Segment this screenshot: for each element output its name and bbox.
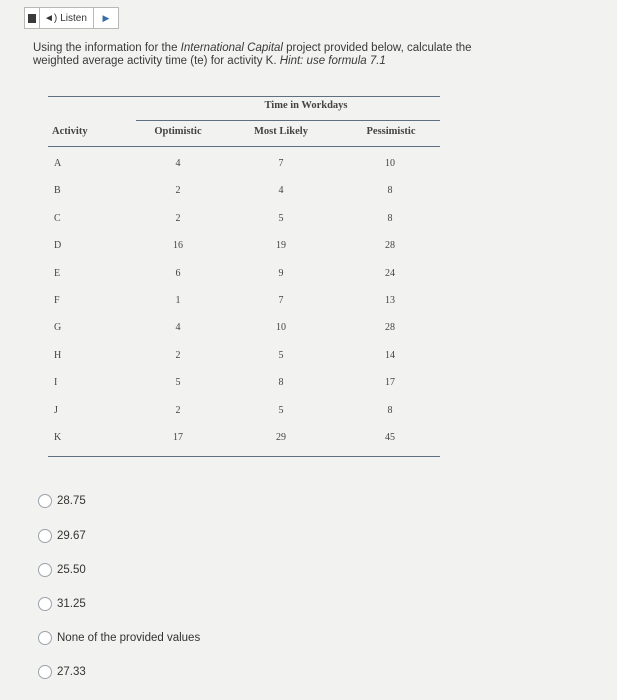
radio-button[interactable] [38, 631, 52, 645]
activity-cell: I [54, 377, 58, 389]
radio-button[interactable] [38, 563, 52, 577]
activity-cell: D [54, 240, 62, 252]
answer-option-label: 28.75 [57, 495, 86, 507]
answer-option-label: 25.50 [57, 564, 86, 576]
most-likely-cell: 5 [278, 404, 284, 416]
most-likely-cell: 7 [278, 295, 284, 306]
listen-toolbar [24, 7, 119, 29]
question-hint: Hint: use formula 7.1 [279, 55, 386, 67]
answer-option-label: 31.25 [57, 598, 86, 610]
column-header-activity: Activity [52, 126, 88, 137]
pessimistic-cell: 13 [385, 295, 395, 306]
most-likely-cell: 7 [278, 158, 284, 169]
optimistic-cell: 5 [175, 377, 181, 389]
table-bottom-rule [48, 456, 440, 457]
answer-option-label: 27.33 [57, 666, 86, 678]
optimistic-cell: 2 [175, 185, 181, 197]
most-likely-cell: 29 [276, 432, 286, 443]
optimistic-cell: 6 [175, 267, 181, 279]
play-icon[interactable]: ▶ [93, 8, 118, 28]
project-name: International Capital [180, 42, 283, 54]
listen-label: Listen [60, 12, 87, 24]
answer-option-label: 29.67 [57, 530, 86, 542]
activity-cell: H [54, 349, 62, 361]
pessimistic-cell: 8 [387, 404, 393, 416]
most-likely-cell: 5 [278, 349, 284, 361]
radio-button[interactable] [38, 494, 52, 508]
activity-cell: E [54, 267, 61, 279]
activity-cell: J [54, 404, 58, 416]
group-header-rule [136, 120, 440, 121]
header-bottom-rule [48, 146, 440, 147]
activity-cell: K [54, 432, 62, 443]
answer-option-2[interactable] [38, 529, 86, 543]
pessimistic-cell: 45 [385, 432, 395, 443]
most-likely-cell: 5 [278, 212, 284, 224]
answer-option-label: None of the provided values [57, 632, 201, 644]
optimistic-cell: 4 [175, 158, 181, 169]
optimistic-cell: 4 [175, 322, 181, 334]
most-likely-cell: 19 [276, 240, 286, 252]
pessimistic-cell: 8 [387, 212, 393, 224]
activity-cell: F [54, 295, 60, 306]
most-likely-cell: 9 [278, 267, 284, 279]
answer-option-1[interactable] [38, 494, 86, 508]
radio-button[interactable] [38, 529, 52, 543]
activity-cell: G [54, 322, 62, 334]
answer-option-4[interactable] [38, 597, 86, 611]
pessimistic-cell: 10 [385, 158, 395, 169]
activity-cell: B [54, 185, 61, 197]
speaker-icon: ◄) [44, 12, 58, 24]
optimistic-cell: 2 [175, 212, 181, 224]
listen-button[interactable] [40, 8, 93, 28]
question-text [33, 42, 503, 68]
pessimistic-cell: 17 [385, 377, 395, 389]
optimistic-cell: 17 [173, 432, 183, 443]
pessimistic-cell: 8 [387, 185, 393, 197]
menu-icon[interactable] [25, 8, 40, 28]
pessimistic-cell: 28 [385, 240, 395, 252]
optimistic-cell: 2 [175, 404, 181, 416]
radio-button[interactable] [38, 597, 52, 611]
column-header-most-likely: Most Likely [254, 126, 308, 137]
question-part-1: Using the information for the [33, 42, 181, 54]
answer-option-3[interactable] [38, 563, 86, 577]
optimistic-cell: 2 [175, 349, 181, 361]
most-likely-cell: 4 [278, 185, 284, 197]
activity-cell: A [54, 158, 62, 169]
table-top-rule [48, 96, 440, 97]
answer-option-5[interactable] [38, 631, 200, 645]
pessimistic-cell: 28 [385, 322, 395, 334]
most-likely-cell: 10 [276, 322, 286, 334]
optimistic-cell: 16 [173, 240, 183, 252]
group-header: Time in Workdays [264, 100, 348, 111]
column-header-optimistic: Optimistic [154, 126, 202, 137]
question-part-2: project provided below, calculate the weighted average activity time (te) for activity K. [33, 42, 472, 67]
optimistic-cell: 1 [175, 295, 181, 306]
most-likely-cell: 8 [278, 377, 284, 389]
activity-cell: C [54, 212, 61, 224]
column-header-pessimistic: Pessimistic [366, 126, 416, 137]
pessimistic-cell: 24 [385, 267, 395, 279]
radio-button[interactable] [38, 665, 52, 679]
activity-time-table [48, 86, 442, 462]
pessimistic-cell: 14 [385, 349, 395, 361]
answer-option-6[interactable] [38, 665, 86, 679]
